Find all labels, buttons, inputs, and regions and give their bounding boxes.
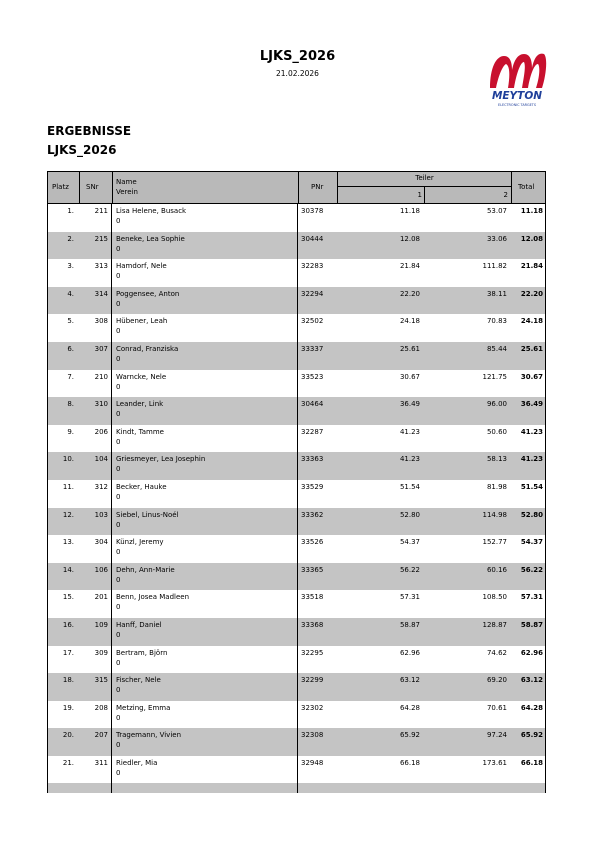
pnr-cell: 32302: [301, 703, 324, 712]
total-cell: 52.80: [520, 510, 543, 519]
snr-cell: 308: [94, 317, 108, 326]
verein-cell: 0: [116, 437, 121, 446]
platz-cell: 20.: [62, 731, 74, 740]
verein-cell: 0: [116, 658, 121, 667]
teiler-1-cell: 36.49: [399, 400, 420, 409]
col-teiler-header: Teiler: [415, 174, 434, 182]
pnr-cell: 32295: [301, 648, 324, 657]
teiler-2-cell: 33.06: [486, 234, 507, 243]
col-total-header: Total: [518, 183, 535, 191]
name-cell: Warncke, Nele: [116, 372, 167, 381]
teiler-2-cell: 173.61: [482, 758, 507, 767]
name-cell: Fischer, Nele: [116, 676, 161, 685]
pnr-cell: 33363: [301, 455, 324, 464]
snr-cell: 106: [94, 565, 108, 574]
snr-cell: 313: [94, 262, 108, 271]
col-teiler-2-header: 2: [503, 191, 508, 199]
teiler-1-cell: 57.31: [399, 593, 420, 602]
verein-cell: 0: [116, 630, 121, 639]
total-cell: 21.84: [520, 262, 543, 271]
teiler-2-cell: 85.44: [486, 344, 507, 353]
verein-cell: 0: [116, 575, 121, 584]
pnr-cell: 32294: [301, 289, 324, 298]
teiler-1-cell: 65.92: [399, 731, 420, 740]
pnr-cell: 32308: [301, 731, 324, 740]
verein-cell: 0: [116, 713, 121, 722]
verein-cell: 0: [116, 741, 121, 750]
col-snr-header: SNr: [86, 183, 99, 191]
platz-cell: 12.: [62, 510, 74, 519]
snr-cell: 311: [94, 758, 108, 767]
name-cell: Conrad, Franziska: [116, 344, 179, 353]
name-cell: Lisa Helene, Busack: [116, 207, 187, 215]
teiler-2-cell: 96.00: [486, 400, 507, 409]
logo-subtitle: ELECTRONIC TARGETS: [497, 103, 537, 107]
pnr-cell: 33362: [301, 510, 324, 519]
total-cell: 12.08: [520, 234, 543, 243]
verein-cell: 0: [116, 299, 121, 308]
table-row: [47, 646, 546, 674]
table-row: [47, 535, 546, 563]
total-cell: 41.23: [520, 455, 543, 464]
teiler-2-cell: 111.82: [482, 262, 507, 271]
teiler-1-cell: 54.37: [399, 538, 420, 547]
pnr-cell: 32502: [301, 317, 324, 326]
teiler-1-cell: 24.18: [399, 317, 420, 326]
table-body: [47, 204, 546, 783]
snr-cell: 309: [94, 648, 108, 657]
teiler-1-cell: 22.20: [399, 289, 420, 298]
name-cell: Poggensee, Anton: [116, 289, 180, 298]
platz-cell: 14.: [62, 565, 74, 574]
platz-cell: 18.: [62, 676, 74, 685]
name-cell: Bertram, Björn: [116, 648, 168, 657]
name-cell: Benn, Josea Madleen: [116, 593, 190, 602]
teiler-1-cell: 62.96: [399, 648, 420, 657]
platz-cell: 21.: [62, 758, 74, 767]
pnr-cell: 33337: [301, 344, 324, 353]
platz-cell: 8.: [67, 400, 74, 409]
snr-cell: 207: [94, 731, 108, 740]
platz-cell: 16.: [62, 620, 74, 629]
col-verein-header: Verein: [116, 188, 138, 196]
platz-cell: 11.: [62, 482, 74, 491]
total-cell: 66.18: [520, 758, 543, 767]
total-cell: 41.23: [520, 427, 543, 436]
name-cell: Riedler, Mia: [116, 758, 158, 767]
table-row: [47, 728, 546, 756]
snr-cell: 312: [94, 482, 108, 491]
teiler-1-cell: 64.28: [399, 703, 420, 712]
table-header: [47, 171, 546, 204]
teiler-2-cell: 38.11: [486, 289, 507, 298]
pnr-cell: 32287: [301, 427, 324, 436]
table-row: [47, 370, 546, 398]
verein-cell: 0: [116, 492, 121, 501]
table-row: [47, 618, 546, 646]
table-row: [47, 342, 546, 370]
teiler-1-cell: 52.80: [399, 510, 420, 519]
document-date: 21.02.2026: [276, 69, 319, 78]
table-row: [47, 590, 546, 618]
teiler-2-cell: 97.24: [486, 731, 507, 740]
teiler-2-cell: 74.62: [486, 648, 507, 657]
table-row: [47, 673, 546, 701]
teiler-1-cell: 63.12: [399, 676, 420, 685]
teiler-1-cell: 66.18: [399, 758, 420, 767]
table-row: [47, 756, 546, 784]
teiler-1-cell: 11.18: [399, 207, 420, 215]
total-cell: 30.67: [520, 372, 543, 381]
pnr-cell: 32948: [301, 758, 324, 767]
total-cell: 54.37: [520, 538, 543, 547]
verein-cell: 0: [116, 272, 121, 281]
platz-cell: 3.: [67, 262, 74, 271]
snr-cell: 215: [94, 234, 108, 243]
meyton-logo-icon: [484, 46, 550, 112]
platz-cell: 2.: [67, 234, 74, 243]
snr-cell: 104: [94, 455, 108, 464]
pnr-cell: 33368: [301, 620, 324, 629]
platz-cell: 1.: [67, 207, 74, 215]
snr-cell: 211: [94, 207, 108, 215]
teiler-2-cell: 128.87: [482, 620, 507, 629]
verein-cell: 0: [116, 217, 121, 225]
table-row: [47, 397, 546, 425]
teiler-2-cell: 81.98: [486, 482, 507, 491]
name-cell: Dehn, Ann-Marie: [116, 565, 175, 574]
name-cell: Siebel, Linus-Noél: [116, 510, 179, 519]
table-row: [47, 563, 546, 591]
total-cell: 57.31: [520, 593, 543, 602]
name-cell: Hübener, Leah: [116, 317, 168, 326]
table-row: [47, 314, 546, 342]
teiler-1-cell: 21.84: [399, 262, 420, 271]
platz-cell: 15.: [62, 593, 74, 602]
name-cell: Becker, Hauke: [116, 482, 167, 491]
total-cell: 62.96: [520, 648, 543, 657]
name-cell: Griesmeyer, Lea Josephin: [116, 455, 206, 464]
logo-wordmark: MEYTON: [491, 90, 543, 102]
platz-cell: 7.: [67, 372, 74, 381]
snr-cell: 109: [94, 620, 108, 629]
teiler-2-cell: 50.60: [486, 427, 507, 436]
verein-cell: 0: [116, 686, 121, 695]
teiler-1-cell: 41.23: [399, 455, 420, 464]
teiler-1-cell: 56.22: [399, 565, 420, 574]
platz-cell: 19.: [62, 703, 74, 712]
teiler-2-cell: 152.77: [482, 538, 507, 547]
teiler-1-cell: 58.87: [399, 620, 420, 629]
teiler-2-cell: 108.50: [482, 593, 507, 602]
pnr-cell: 30378: [301, 207, 324, 215]
table-row: [47, 204, 546, 232]
total-cell: 22.20: [520, 289, 543, 298]
pnr-cell: 33526: [301, 538, 324, 547]
snr-cell: 307: [94, 344, 108, 353]
platz-cell: 17.: [62, 648, 74, 657]
pnr-cell: 33365: [301, 565, 324, 574]
pnr-cell: 33518: [301, 593, 324, 602]
name-cell: Künzl, Jeremy: [116, 538, 164, 547]
teiler-2-cell: 53.07: [486, 207, 507, 215]
total-cell: 51.54: [520, 482, 543, 491]
total-cell: 63.12: [520, 676, 543, 685]
pnr-cell: 30464: [301, 400, 324, 409]
teiler-2-cell: 60.16: [486, 565, 507, 574]
verein-cell: 0: [116, 548, 121, 557]
pnr-cell: 30444: [301, 234, 324, 243]
verein-cell: 0: [116, 382, 121, 391]
section-heading: ERGEBNISSE: [47, 124, 132, 138]
table-continuation: [47, 783, 546, 793]
total-cell: 64.28: [520, 703, 543, 712]
snr-cell: 208: [94, 703, 108, 712]
teiler-2-cell: 121.75: [482, 372, 507, 381]
col-name-header: Name: [116, 178, 137, 186]
name-cell: Hamdorf, Nele: [116, 262, 167, 271]
teiler-1-cell: 51.54: [399, 482, 420, 491]
total-cell: 36.49: [520, 400, 543, 409]
name-cell: Beneke, Lea Sophie: [116, 234, 185, 243]
snr-cell: 304: [94, 538, 108, 547]
section-subheading: LJKS_2026: [47, 143, 117, 157]
teiler-2-cell: 58.13: [486, 455, 507, 464]
name-cell: Tragemann, Vivien: [116, 731, 182, 740]
platz-cell: 13.: [62, 538, 74, 547]
teiler-2-cell: 69.20: [486, 676, 507, 685]
pnr-cell: 33529: [301, 482, 324, 491]
teiler-1-cell: 30.67: [399, 372, 420, 381]
table-row: [47, 508, 546, 536]
col-teiler-1-header: 1: [417, 191, 422, 199]
table-row: [47, 480, 546, 508]
platz-cell: 4.: [67, 289, 74, 298]
table-row: [47, 287, 546, 315]
col-pnr-header: PNr: [311, 183, 324, 191]
snr-cell: 201: [94, 593, 108, 602]
table-row: [47, 452, 546, 480]
teiler-2-cell: 114.98: [482, 510, 507, 519]
verein-cell: 0: [116, 603, 121, 612]
total-cell: 24.18: [520, 317, 543, 326]
teiler-1-cell: 12.08: [399, 234, 420, 243]
results-table: [47, 171, 546, 793]
total-cell: 25.61: [520, 344, 543, 353]
platz-cell: 5.: [67, 317, 74, 326]
name-cell: Hanff, Daniel: [116, 620, 162, 629]
table-row: [47, 701, 546, 729]
snr-cell: 210: [94, 372, 108, 381]
teiler-1-cell: 25.61: [399, 344, 420, 353]
verein-cell: 0: [116, 465, 121, 474]
snr-cell: 315: [94, 676, 108, 685]
teiler-1-cell: 41.23: [399, 427, 420, 436]
platz-cell: 6.: [67, 344, 74, 353]
meyton-logo: [484, 46, 550, 112]
col-platz-header: Platz: [52, 183, 69, 191]
document-title: LJKS_2026: [259, 49, 336, 64]
pnr-cell: 32283: [301, 262, 324, 271]
total-cell: 65.92: [520, 731, 543, 740]
verein-cell: 0: [116, 244, 121, 253]
teiler-2-cell: 70.61: [486, 703, 507, 712]
pnr-cell: 32299: [301, 676, 324, 685]
platz-cell: 10.: [62, 455, 74, 464]
verein-cell: 0: [116, 354, 121, 363]
total-cell: 56.22: [520, 565, 543, 574]
table-row: [47, 259, 546, 287]
snr-cell: 206: [94, 427, 108, 436]
pnr-cell: 33523: [301, 372, 324, 381]
name-cell: Kindt, Tamme: [116, 427, 164, 436]
verein-cell: 0: [116, 768, 121, 777]
table-row: [47, 232, 546, 260]
table-row: [47, 425, 546, 453]
teiler-2-cell: 70.83: [486, 317, 507, 326]
verein-cell: 0: [116, 327, 121, 336]
snr-cell: 310: [94, 400, 108, 409]
verein-cell: 0: [116, 410, 121, 419]
snr-cell: 314: [94, 289, 108, 298]
total-cell: 11.18: [520, 207, 543, 215]
name-cell: Leander, Link: [116, 400, 164, 409]
name-cell: Metzing, Emma: [116, 703, 171, 712]
platz-cell: 9.: [67, 427, 74, 436]
verein-cell: 0: [116, 520, 121, 529]
total-cell: 58.87: [520, 620, 543, 629]
snr-cell: 103: [94, 510, 108, 519]
